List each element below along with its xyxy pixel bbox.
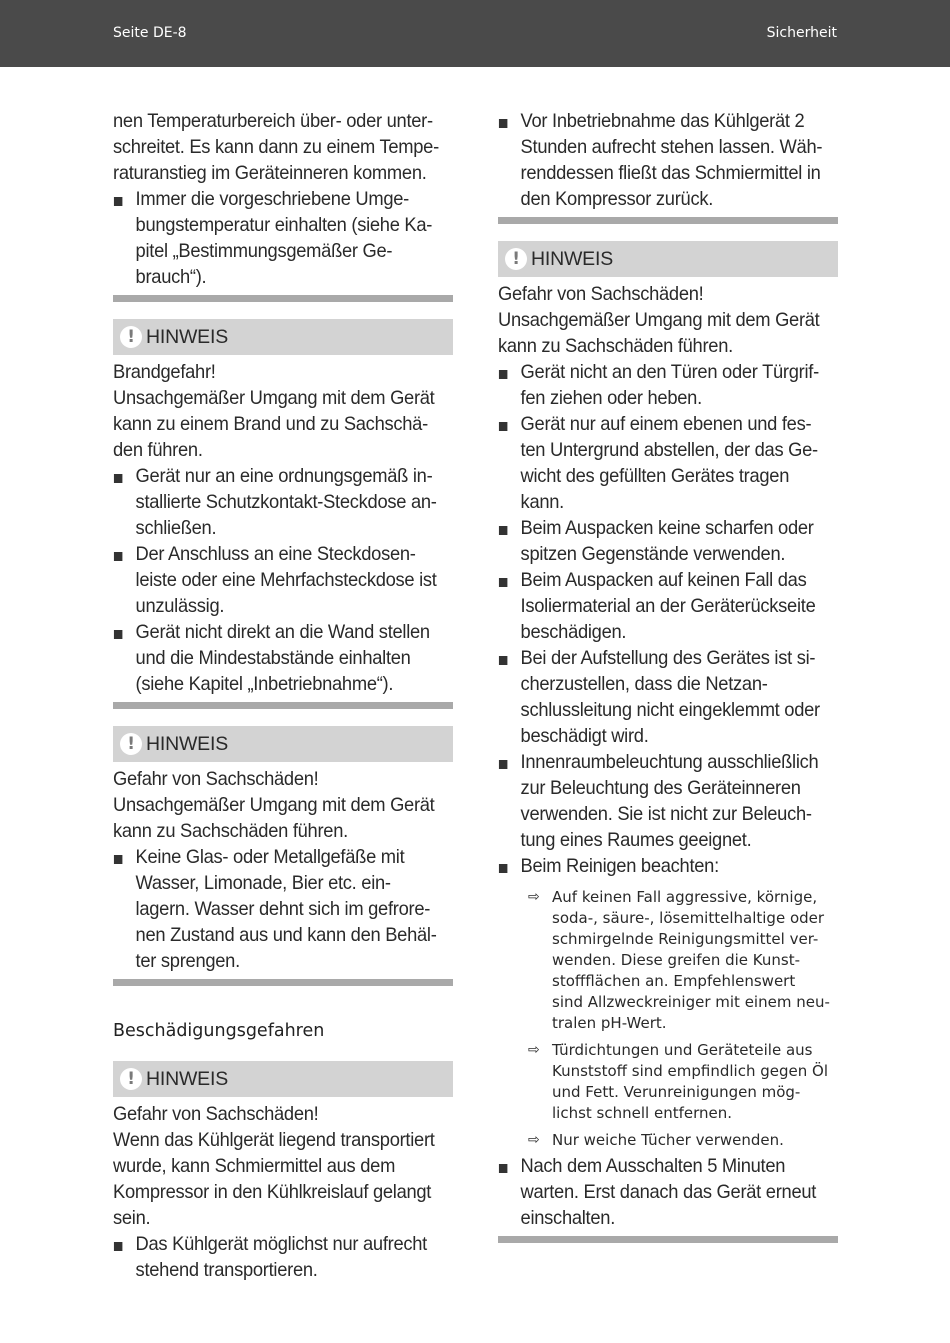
text-line: Beim Auspacken keine scharfen oder: [520, 517, 814, 539]
section-divider: [113, 295, 453, 302]
text-line: Vor Inbetriebnahme das Kühlgerät 2: [520, 110, 805, 132]
list-item: [498, 567, 861, 645]
bullet-square-icon: [499, 1164, 507, 1173]
bullet-square-icon: [114, 197, 122, 206]
text-line: Gerät nicht direkt an die Wand stellen: [135, 621, 430, 643]
text-line: Isoliermaterial an der Geräterückseite: [520, 595, 816, 617]
text-line: Gerät nur an eine ordnungsgemäß in-: [135, 465, 433, 487]
sub-list-item: [498, 887, 852, 1034]
text-line: lagern. Wasser dehnt sich im gefrore-: [135, 898, 431, 920]
text-line: Keine Glas- oder Metallgefäße mit: [135, 846, 405, 868]
text-line: unzulässig.: [135, 595, 225, 617]
text-line: cherzustellen, dass die Netzan-: [520, 673, 768, 695]
exclamation-icon: !: [120, 733, 142, 755]
section-divider: [498, 217, 838, 224]
list-item: [498, 1153, 861, 1231]
sub-list-item: [498, 1040, 852, 1124]
bullet-square-icon: [499, 656, 507, 665]
right-column: [498, 108, 838, 1243]
bullet-square-icon: [114, 630, 122, 639]
section-title: Sicherheit: [766, 25, 837, 41]
text-line: raturanstieg im Geräteinneren kommen.: [113, 162, 427, 184]
text-line: und die Mindestabstände einhalten: [135, 647, 411, 669]
text-line: ten Untergrund abstellen, der das Ge-: [520, 439, 818, 461]
text-line: stallierte Schutzkontakt-Steckdose an-: [135, 491, 437, 513]
list-item: [498, 411, 861, 515]
hinweis-text: [113, 766, 453, 844]
bullet-square-icon: [499, 370, 507, 379]
hinweis-text: [113, 359, 453, 463]
text-line: verwenden. Sie ist nicht zur Beleuch-: [520, 803, 812, 825]
text-line: Türdichtungen und Geräteteile aus: [552, 1041, 813, 1059]
text-line: Immer die vorgeschriebene Umge-: [135, 188, 410, 210]
text-line: soda-, säure-, lösemittelhaltige oder: [552, 909, 825, 927]
hinweis-box: [113, 726, 453, 762]
text-line: Kompressor in den Kühlkreislauf gelangt: [113, 1181, 432, 1203]
list-item: [498, 853, 861, 879]
arrow-right-icon: ⇨: [528, 889, 540, 905]
bullet-square-icon: [499, 119, 507, 128]
text-line: Bei der Aufstellung des Gerätes ist si-: [520, 647, 816, 669]
hinweis-box: [498, 241, 838, 277]
text-line: tung eines Raumes geeignet.: [520, 829, 752, 851]
section-divider: [498, 1236, 838, 1243]
text-line: Wenn das Kühlgerät liegend transportiert: [113, 1129, 435, 1151]
arrow-right-icon: ⇨: [528, 1042, 540, 1058]
text-line: nen Zustand aus und kann den Behäl-: [135, 924, 437, 946]
text-line: brauch“).: [135, 266, 207, 288]
text-line: Gerät nur auf einem ebenen und fes-: [520, 413, 812, 435]
text-line: ter sprengen.: [135, 950, 240, 972]
text-line: beschädigen.: [520, 621, 627, 643]
text-line: warten. Erst danach das Gerät erneut: [520, 1181, 817, 1203]
list-item: [498, 359, 861, 411]
text-line: stehend transportieren.: [135, 1259, 318, 1281]
text-line: Unsachgemäßer Umgang mit dem Gerät: [113, 794, 435, 816]
bullet-square-icon: [114, 552, 122, 561]
text-line: kann zu Sachschäden führen.: [498, 335, 733, 357]
text-line: wenden. Diese greifen die Kunst-: [552, 951, 800, 969]
text-line: leiste oder eine Mehrfachsteckdose ist: [135, 569, 437, 591]
text-line: Gerät nicht an den Türen oder Türgrif-: [520, 361, 819, 383]
list-item: [498, 645, 861, 749]
sub-list-item: [498, 1130, 852, 1151]
text-line: Das Kühlgerät möglichst nur aufrecht: [135, 1233, 427, 1255]
hinweis-label: HINWEIS: [146, 733, 229, 755]
text-line: Unsachgemäßer Umgang mit dem Gerät: [498, 309, 820, 331]
list-item: [113, 541, 476, 619]
intro-paragraph: [113, 108, 453, 186]
hinweis-box: [113, 1061, 453, 1097]
hinweis-label: HINWEIS: [531, 248, 614, 270]
text-line: stoffflächen an. Empfehlenswert: [552, 972, 796, 990]
text-line: Wasser, Limonade, Bier etc. ein-: [135, 872, 391, 894]
text-line: wicht des gefüllten Gerätes tragen: [520, 465, 790, 487]
list-item: [113, 844, 476, 974]
bullet-square-icon: [499, 526, 507, 535]
text-line: Nach dem Ausschalten 5 Minuten: [520, 1155, 786, 1177]
text-line: schreitet. Es kann dann zu einem Tempe-: [113, 136, 439, 158]
bullet-square-icon: [114, 855, 122, 864]
text-line: Gefahr von Sachschäden!: [113, 1103, 319, 1125]
hinweis-text: [113, 1101, 453, 1231]
text-line: den führen.: [113, 439, 203, 461]
hinweis-label: HINWEIS: [146, 326, 229, 348]
text-line: Gefahr von Sachschäden!: [498, 283, 704, 305]
bullet-square-icon: [499, 422, 507, 431]
text-line: Unsachgemäßer Umgang mit dem Gerät: [113, 387, 435, 409]
list-item: [498, 108, 861, 212]
section-divider: [113, 979, 453, 986]
section-heading: Beschädigungsgefahren: [113, 1021, 325, 1041]
text-line: und Fett. Verunreinigungen mög-: [552, 1083, 801, 1101]
list-item: [498, 749, 861, 853]
text-line: Innenraumbeleuchtung ausschließlich: [520, 751, 819, 773]
text-line: (siehe Kapitel „Inbetriebnahme“).: [135, 673, 394, 695]
text-line: fen ziehen oder heben.: [520, 387, 702, 409]
section-divider: [113, 702, 453, 709]
list-item: [113, 619, 476, 697]
text-line: pitel „Bestimmungsgemäßer Ge-: [135, 240, 393, 262]
text-line: wurde, kann Schmiermittel aus dem: [113, 1155, 396, 1177]
list-item: [113, 463, 476, 541]
text-line: den Kompressor zurück.: [520, 188, 714, 210]
list-item: [498, 515, 861, 567]
text-line: einschalten.: [520, 1207, 616, 1229]
text-line: bungstemperatur einhalten (siehe Ka-: [135, 214, 433, 236]
bullet-square-icon: [499, 864, 507, 873]
text-line: Brandgefahr!: [113, 361, 216, 383]
left-column: [113, 108, 453, 1283]
text-line: schlussleitung nicht eingeklemmt oder: [520, 699, 820, 721]
bullet-square-icon: [114, 474, 122, 483]
exclamation-icon: !: [120, 326, 142, 348]
text-line: renddessen fließt das Schmiermittel in: [520, 162, 821, 184]
text-line: beschädigt wird.: [520, 725, 649, 747]
exclamation-icon: !: [505, 248, 527, 270]
text-line: Auf keinen Fall aggressive, körnige,: [552, 888, 818, 906]
text-line: kann.: [520, 491, 564, 513]
text-line: spitzen Gegenstände verwenden.: [520, 543, 786, 565]
page-number: Seite DE-8: [113, 25, 187, 41]
text-line: Nur weiche Tücher verwenden.: [552, 1131, 784, 1149]
text-line: Beim Auspacken auf keinen Fall das: [520, 569, 807, 591]
bullet-square-icon: [499, 760, 507, 769]
exclamation-icon: !: [120, 1068, 142, 1090]
text-line: schmirgelnde Reinigungsmittel ver-: [552, 930, 819, 948]
text-line: sein.: [113, 1207, 151, 1229]
text-line: Gefahr von Sachschäden!: [113, 768, 319, 790]
hinweis-box: [113, 319, 453, 355]
list-item: [113, 186, 476, 290]
text-line: Der Anschluss an eine Steckdosen-: [135, 543, 416, 565]
text-line: Beim Reinigen beachten:: [520, 855, 719, 877]
text-line: Stunden aufrecht stehen lassen. Wäh-: [520, 136, 823, 158]
page-header: [0, 0, 950, 67]
text-line: Kunststoff sind empfindlich gegen Öl: [552, 1062, 828, 1080]
text-line: zur Beleuchtung des Geräteinneren: [520, 777, 801, 799]
bullet-square-icon: [499, 578, 507, 587]
arrow-right-icon: ⇨: [528, 1132, 540, 1148]
text-line: tralen pH-Wert.: [552, 1014, 667, 1032]
text-line: lichst schnell entfernen.: [552, 1104, 732, 1122]
bullet-square-icon: [114, 1242, 122, 1251]
text-line: sind Allzweckreiniger mit einem neu-: [552, 993, 830, 1011]
hinweis-text: [498, 281, 838, 359]
list-item: [113, 1231, 476, 1283]
hinweis-label: HINWEIS: [146, 1068, 229, 1090]
text-line: kann zu einem Brand und zu Sachschä-: [113, 413, 428, 435]
text-line: schließen.: [135, 517, 217, 539]
text-line: nen Temperaturbereich über- oder unter-: [113, 110, 433, 132]
text-line: kann zu Sachschäden führen.: [113, 820, 348, 842]
